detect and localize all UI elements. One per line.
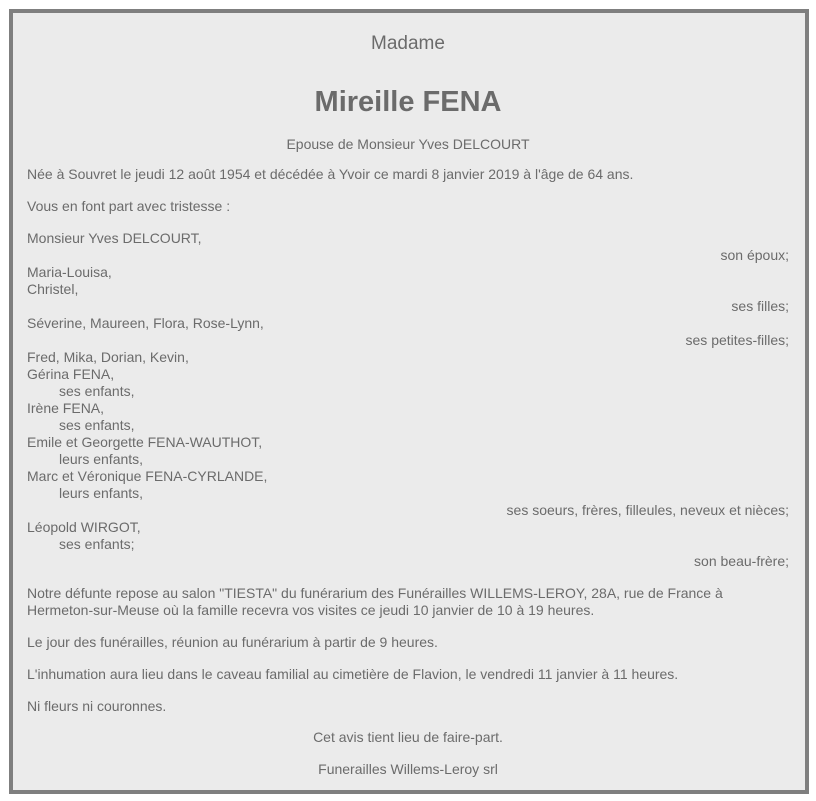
announcement-line: Vous en font part avec tristesse : [27, 198, 231, 214]
family-line: Christel, [27, 281, 79, 297]
family-line: ses enfants, [59, 417, 135, 433]
family-line: Maria-Louisa, [27, 264, 112, 280]
family-line: Gérina FENA, [27, 366, 115, 382]
obituary-notice [9, 9, 809, 794]
family-line: ses soeurs, frères, filleules, neveux et nièces; [506, 502, 789, 518]
family-line: son beau-frère; [694, 553, 789, 569]
family-line: leurs enfants, [59, 451, 144, 467]
inhumation-paragraph: L'inhumation aura lieu dans le caveau familial au cimetière de Flavion, le vendredi 11 janvier à 11 heures. [27, 666, 679, 682]
family-line: leurs enfants, [59, 485, 144, 501]
family-list [27, 230, 789, 570]
flowers-paragraph: Ni fleurs ni couronnes. [27, 698, 167, 714]
birth-death-line: Née à Souvret le jeudi 12 août 1954 et décédée à Yvoir ce mardi 8 janvier 2019 à l'âge de 64 ans. [27, 166, 634, 182]
undertaker-line: Funerailles Willems-Leroy srl [318, 761, 498, 777]
deceased-name: Mireille FENA [314, 86, 502, 118]
notice-body [27, 166, 789, 730]
repose-paragraph: Notre défunte repose au salon "TIESTA" du funérarium des Funérailles WILLEMS-LEROY, 28A, rue de France à Hermeton-sur-Meuse où la famille recevra vos visites ce jeudi 10 janvier de 10 à 19 heures. [27, 585, 723, 618]
family-line: Fred, Mika, Dorian, Kevin, [27, 349, 189, 365]
faire-part-line: Cet avis tient lieu de faire-part. [313, 729, 503, 745]
family-line: Séverine, Maureen, Flora, Rose-Lynn, [27, 315, 264, 331]
family-line: ses petites-filles; [685, 332, 789, 348]
salutation: Madame [371, 33, 445, 54]
family-line: ses filles; [731, 298, 789, 314]
family-line: Léopold WIRGOT, [27, 519, 141, 535]
family-line: Monsieur Yves DELCOURT, [27, 230, 202, 246]
family-line: ses enfants; [59, 536, 135, 552]
family-line: Marc et Véronique FENA-CYRLANDE, [27, 468, 268, 484]
family-line: son époux; [720, 247, 789, 263]
family-line: Emile et Georgette FENA-WAUTHOT, [27, 434, 263, 450]
reunion-paragraph: Le jour des funérailles, réunion au funérarium à partir de 9 heures. [27, 634, 438, 650]
family-line: Irène FENA, [27, 400, 105, 416]
family-line: ses enfants, [59, 383, 135, 399]
spouse-line: Epouse de Monsieur Yves DELCOURT [286, 136, 530, 152]
